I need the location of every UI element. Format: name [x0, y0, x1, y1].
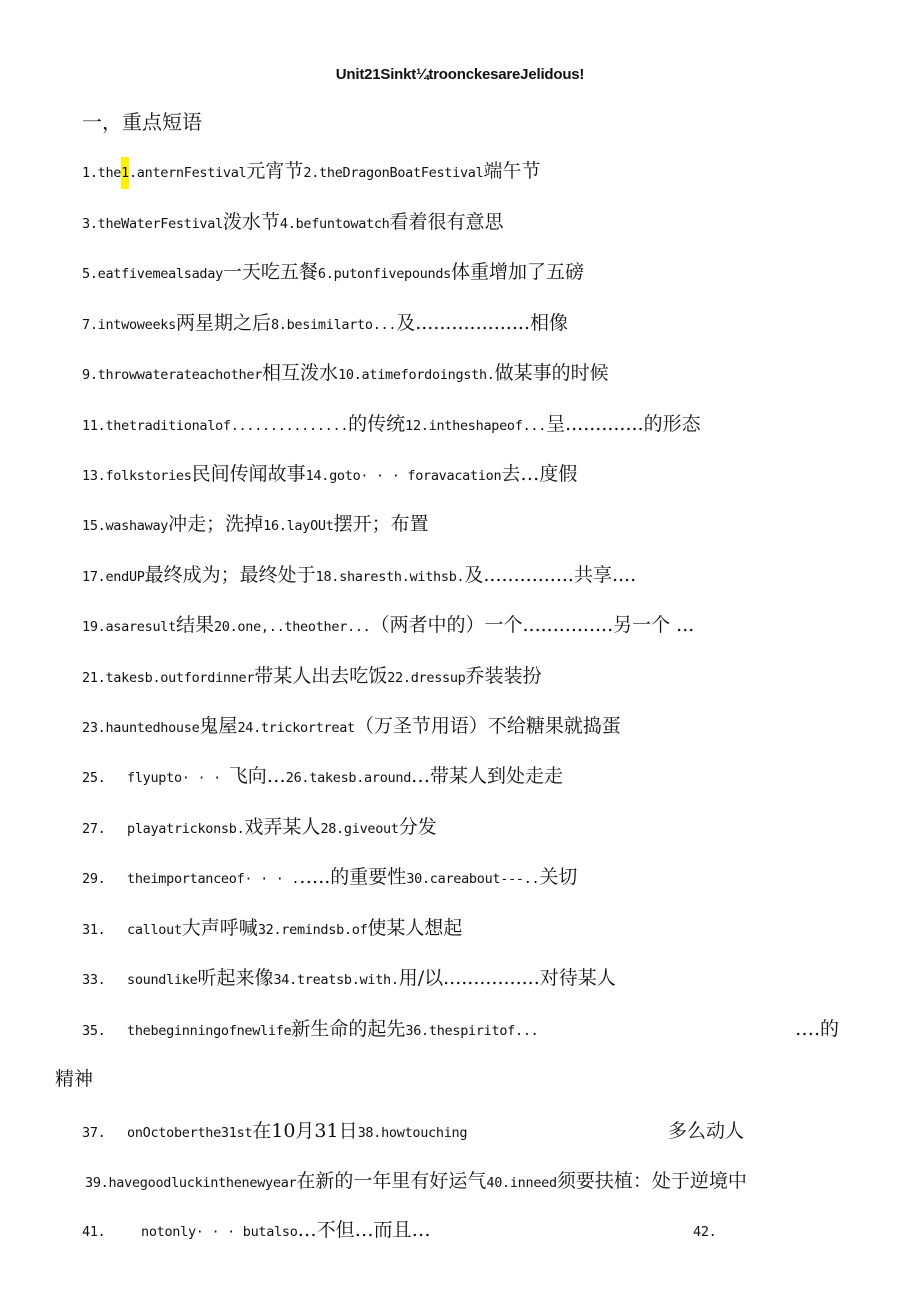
chinese-meaning: 关切: [539, 866, 578, 888]
phrase-line: [82, 511, 429, 539]
chinese-meaning: 乔装装扮: [465, 665, 542, 687]
english-phrase: 7.intwoweeks: [82, 317, 176, 333]
phrase-content: [85, 1170, 747, 1192]
phrase-content: [141, 1217, 431, 1245]
english-phrase: 8.besimilarto...: [270, 317, 397, 333]
phrase-content: [127, 864, 577, 892]
chinese-meaning: 听起来像: [197, 967, 274, 989]
chinese-meaning: （万圣节用语）不给糖果就捣蛋: [354, 715, 621, 737]
chinese-meaning: 大声呼喊: [181, 917, 258, 939]
phrase-content: [82, 312, 568, 334]
phrase-line: [82, 209, 504, 237]
phrase-number: 41.: [82, 1224, 106, 1240]
phrase-line: [82, 1016, 539, 1044]
english-phrase: 16.layOUt: [263, 518, 334, 534]
phrase-content: [55, 1068, 93, 1090]
english-phrase: 23.hauntedhouse: [82, 720, 200, 736]
chinese-meaning: 元宵节: [246, 160, 304, 182]
phrase-line-right: [795, 1016, 839, 1042]
phrase-number: 33.: [82, 972, 106, 988]
phrase-number: 37.: [82, 1125, 106, 1141]
english-phrase: 39.havegoodluckinthenewyear: [85, 1175, 297, 1191]
english-phrase: theimportanceof· · · .: [127, 871, 300, 887]
chinese-meaning: 民间传闻故事: [191, 463, 306, 485]
chinese-meaning: 带某人出去吃饭: [254, 665, 388, 687]
phrase-content: [82, 665, 542, 687]
english-phrase: 3.theWaterFestival: [82, 216, 223, 232]
english-phrase: onOctoberthe31st: [127, 1125, 253, 1141]
phrase-content: [127, 965, 616, 993]
phrase-content: [127, 915, 462, 943]
chinese-meaning: 的传统: [348, 413, 406, 435]
chinese-meaning: 多么动人: [668, 1120, 745, 1142]
english-phrase: 12.intheshapeof...: [405, 418, 547, 434]
chinese-meaning: 去…度假: [501, 463, 578, 485]
chinese-meaning: 精神: [55, 1068, 94, 1090]
phrase-content: [82, 261, 584, 283]
chinese-meaning: 须要扶植：处于逆境中: [556, 1170, 747, 1192]
phrase-content: [82, 160, 540, 182]
chinese-meaning: 冲走；洗掉: [168, 513, 264, 535]
english-phrase: notonly· · · butalso: [141, 1224, 298, 1240]
chinese-meaning: 及...............共享....: [464, 564, 637, 586]
phrase-line: [82, 310, 568, 338]
english-phrase: 34.treatsb.with.: [273, 972, 399, 988]
highlighted-text: 1: [121, 157, 129, 189]
english-phrase: 5.eatfivemealsaday: [82, 266, 223, 282]
english-phrase: 22.dressup: [387, 670, 466, 686]
english-phrase: 13.folkstories: [82, 468, 192, 484]
english-phrase: 28.giveout: [320, 821, 399, 837]
english-phrase: 42.: [693, 1224, 717, 1240]
english-phrase: 40.inneed: [486, 1175, 557, 1191]
english-phrase: 26.takesb.around: [285, 770, 412, 786]
chinese-meaning: 使某人想起: [367, 917, 463, 939]
english-phrase: 24.trickortreat: [237, 720, 355, 736]
english-phrase: 19.asaresult: [82, 619, 176, 635]
chinese-meaning: …..的重要性: [299, 866, 407, 888]
chinese-meaning: 看着很有意思: [389, 211, 504, 233]
english-phrase: 18.sharesth.withsb.: [315, 569, 465, 585]
chinese-meaning: 戏弄某人: [244, 816, 321, 838]
chinese-meaning: 结果: [175, 614, 214, 636]
phrase-line: [82, 663, 542, 691]
english-phrase: 2.theDragonBoatFestival: [303, 165, 484, 181]
chinese-meaning: …不但…而且…: [297, 1219, 431, 1241]
phrase-content: [82, 362, 609, 384]
chinese-meaning: 最终成为；最终处于: [144, 564, 316, 586]
document-title: Unit21Sinkt¼troonckesareJelidous!: [335, 66, 585, 83]
phrase-content: [127, 1118, 467, 1146]
phrase-number: 25.: [82, 770, 106, 786]
chinese-meaning: 飞向…: [228, 765, 286, 787]
english-phrase: 21.takesb.outfordinner: [82, 670, 255, 686]
chinese-meaning: 鬼屋: [199, 715, 238, 737]
english-phrase: playatrickonsb.: [127, 821, 245, 837]
english-phrase: thebeginningofnewlife: [127, 1023, 292, 1039]
phrase-number: 35.: [82, 1023, 106, 1039]
phrase-content: [82, 513, 429, 535]
phrase-line: [82, 360, 609, 388]
chinese-meaning: （两者中的）一个...............另一个 ...: [370, 614, 695, 636]
phrase-number: 29.: [82, 871, 106, 887]
phrase-content: [127, 814, 437, 842]
english-phrase: 10.atimefordoingsth.: [338, 367, 495, 383]
chinese-meaning: 做某事的时候: [494, 362, 609, 384]
chinese-meaning: 用/以................对待某人: [398, 967, 616, 989]
chinese-meaning: 体重增加了五磅: [451, 261, 585, 283]
english-phrase: 1.the: [82, 165, 122, 181]
chinese-meaning: 一天吃五餐: [222, 261, 318, 283]
chinese-meaning: …带某人到处走走: [411, 765, 564, 787]
phrase-line: [85, 1168, 747, 1196]
phrase-content: [82, 614, 694, 636]
phrase-content: [82, 211, 504, 233]
phrase-content: [82, 463, 577, 485]
phrase-line-right: [693, 1217, 716, 1245]
phrase-line: [82, 763, 564, 791]
english-phrase: 6.putonfivepounds: [317, 266, 451, 282]
phrase-line: [82, 562, 636, 590]
phrase-line: [82, 259, 584, 287]
phrase-content: [82, 715, 621, 737]
english-phrase: 14.goto· · · foravacation: [305, 468, 502, 484]
english-phrase: callout: [127, 922, 182, 938]
chinese-meaning: 泼水节: [222, 211, 280, 233]
phrase-line: [82, 965, 616, 993]
chinese-meaning: 呈.............的形态: [546, 413, 701, 435]
english-phrase: .anternFestival: [128, 165, 247, 181]
phrase-line: [82, 915, 463, 943]
chinese-meaning: ….的: [795, 1018, 840, 1040]
english-phrase: 15.washaway: [82, 518, 169, 534]
chinese-meaning: 两星期之后: [175, 312, 271, 334]
phrase-line: [82, 864, 578, 892]
english-phrase: 17.endUP: [82, 569, 145, 585]
english-phrase: 9.throwwaterateachother: [82, 367, 263, 383]
phrase-line: [82, 713, 621, 741]
phrase-content: [82, 413, 701, 435]
phrase-line: [82, 1118, 468, 1146]
chinese-meaning: 相互泼水: [262, 362, 339, 384]
chinese-meaning: 在新的一年里有好运气: [296, 1170, 487, 1192]
phrase-content: [127, 763, 563, 791]
phrase-content: [82, 564, 636, 586]
english-phrase: 4.befuntowatch: [279, 216, 390, 232]
phrase-line: [82, 411, 701, 439]
phrase-line: [82, 814, 437, 842]
phrase-line: [82, 158, 540, 186]
chinese-meaning: 及...................相像: [396, 312, 568, 334]
phrase-number: 27.: [82, 821, 106, 837]
phrase-line-right: [668, 1118, 744, 1144]
chinese-meaning: 新生命的起先: [291, 1018, 406, 1040]
english-phrase: 30.careabout---..: [406, 871, 540, 887]
section-heading: 一，重点短语: [82, 110, 202, 134]
phrase-line: [82, 612, 694, 640]
english-phrase: 32.remindsb.of: [257, 922, 368, 938]
phrase-line: [55, 1066, 93, 1094]
english-phrase: 11.thetraditionalof...............: [82, 418, 349, 434]
english-phrase: 36.thespiritof...: [405, 1023, 539, 1039]
english-phrase: soundlike: [127, 972, 198, 988]
phrase-line: [82, 1217, 431, 1245]
english-phrase: 20.one,..theother...: [213, 619, 371, 635]
english-phrase: flyupto· · ·: [127, 770, 229, 786]
chinese-meaning: 在10月31日: [252, 1120, 358, 1142]
phrase-line: [82, 461, 577, 489]
phrase-number: 31.: [82, 922, 106, 938]
english-phrase: 38.howtouching: [357, 1125, 468, 1141]
chinese-meaning: 分发: [398, 816, 437, 838]
chinese-meaning: 端午节: [483, 160, 541, 182]
chinese-meaning: 摆开；布置: [333, 513, 429, 535]
phrase-content: [127, 1016, 538, 1044]
